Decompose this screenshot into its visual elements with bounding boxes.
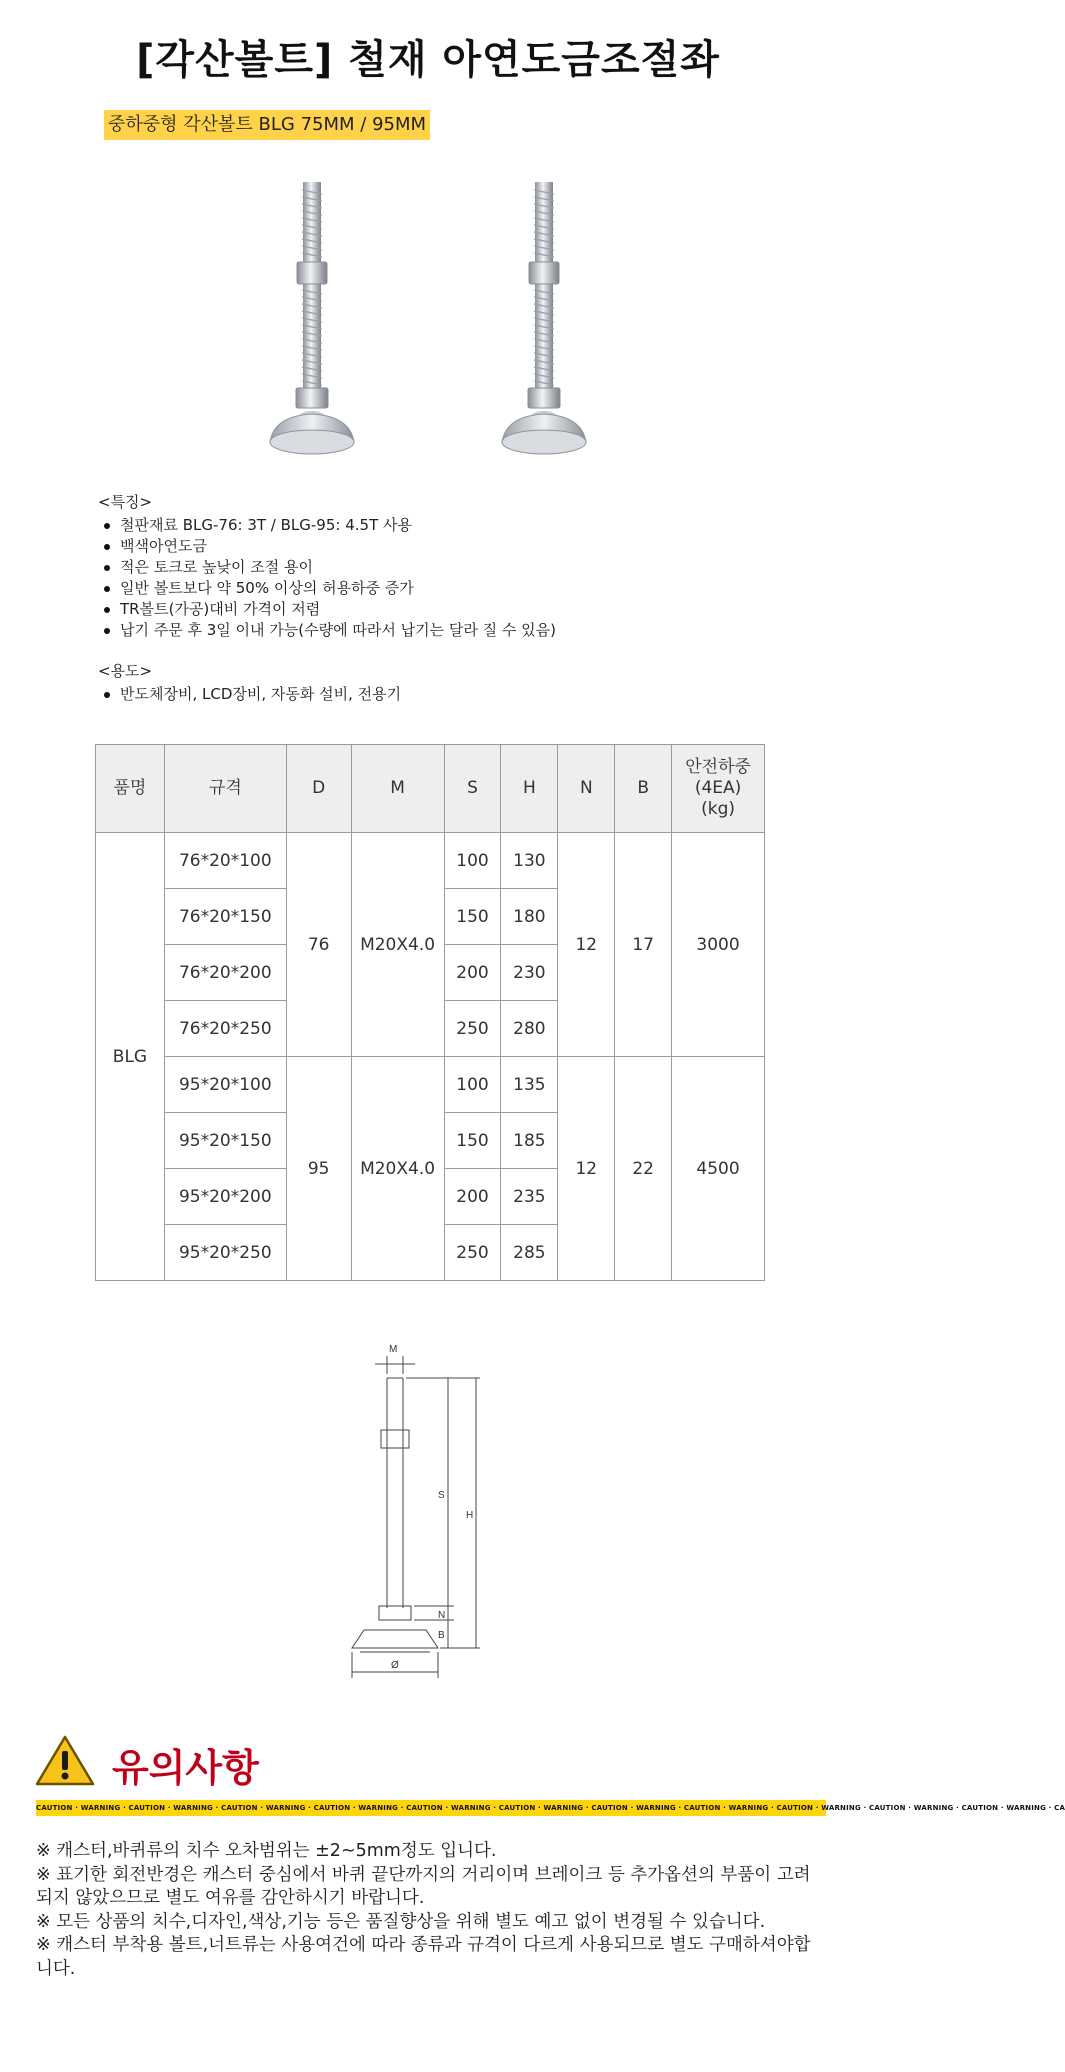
header-product-name: 품명 xyxy=(96,745,165,833)
header-safe-load-line2: (4EA) xyxy=(694,778,742,798)
cell-d: 76 xyxy=(286,833,351,1057)
feature-item: TR볼트(가공)대비 가격이 저렴 xyxy=(98,599,818,620)
leveling-foot-image-right xyxy=(484,170,604,470)
features-section xyxy=(98,492,818,705)
usage-item: 반도체장비, LCD장비, 자동화 설비, 전용기 xyxy=(98,684,818,705)
dim-label-s: S xyxy=(438,1490,445,1501)
spec-table xyxy=(95,744,765,1281)
cell-h: 280 xyxy=(501,1001,558,1057)
header-b: B xyxy=(615,745,672,833)
feature-item: 철판재료 BLG-76: 3T / BLG-95: 4.5T 사용 xyxy=(98,515,818,536)
dimension-diagram xyxy=(330,1338,500,1688)
caution-tape: CAUTION · WARNING · CAUTION · WARNING · CAUTION · WARNING · CAUTION · WARNING · CAUTION · WARNING · CAUTION · WARNING · CAUTION · WARNING · CAUTION · WARNING · CAUTION · WARNING · CAUTION · WARNING · CAUTION · WARNING · CA xyxy=(36,1800,826,1816)
cell-spec: 76*20*250 xyxy=(164,1001,286,1057)
dim-label-b: B xyxy=(438,1630,445,1641)
caution-title: 유의사항 xyxy=(112,1746,259,1790)
header-s: S xyxy=(444,745,501,833)
feature-item: 납기 주문 후 3일 이내 가능(수량에 따라서 납기는 달라 질 수 있음) xyxy=(98,620,818,641)
table-header-row xyxy=(96,745,765,833)
header-m: M xyxy=(351,745,444,833)
cell-h: 185 xyxy=(501,1113,558,1169)
header-safe-load xyxy=(672,745,765,833)
cell-s: 100 xyxy=(444,1057,501,1113)
dim-label-d: Ø xyxy=(391,1660,399,1671)
cell-s: 200 xyxy=(444,945,501,1001)
caution-note: ※ 캐스터 부착용 볼트,너트류는 사용여건에 따라 종류과 규격이 다르게 사용되므로 별도 구매하셔야합니다. xyxy=(36,1935,811,1979)
table-row xyxy=(96,833,765,889)
header-safe-load-line1: 안전하중 xyxy=(685,757,751,777)
header-n: N xyxy=(558,745,615,833)
cell-h: 180 xyxy=(501,889,558,945)
usage-heading: <용도> xyxy=(98,662,153,680)
cell-h: 135 xyxy=(501,1057,558,1113)
cell-spec: 76*20*200 xyxy=(164,945,286,1001)
feature-item: 백색아연도금 xyxy=(98,536,818,557)
caution-notes xyxy=(36,1840,826,1981)
cell-safe-load: 4500 xyxy=(672,1057,765,1281)
dim-label-n: N xyxy=(438,1610,446,1621)
cell-h: 230 xyxy=(501,945,558,1001)
cell-s: 200 xyxy=(444,1169,501,1225)
cell-product-name: BLG xyxy=(96,833,165,1281)
cell-spec: 95*20*250 xyxy=(164,1225,286,1281)
cell-h: 285 xyxy=(501,1225,558,1281)
cell-m: M20X4.0 xyxy=(351,833,444,1057)
feature-item: 적은 토크로 높낮이 조절 용이 xyxy=(98,557,818,578)
header-spec: 규격 xyxy=(164,745,286,833)
features-list xyxy=(98,515,818,641)
cell-safe-load: 3000 xyxy=(672,833,765,1057)
dim-label-m: M xyxy=(389,1344,398,1355)
leveling-foot-image-left xyxy=(252,170,372,470)
usage-list xyxy=(98,684,818,705)
cell-spec: 95*20*150 xyxy=(164,1113,286,1169)
cell-n: 12 xyxy=(558,1057,615,1281)
warning-triangle-icon xyxy=(34,1734,96,1788)
caution-note: ※ 표기한 회전반경은 캐스터 중심에서 바퀴 끝단까지의 거리이며 브레이크 등 추가옵션의 부품이 고려되지 않았으므로 별도 여유를 감안하시기 바랍니다. xyxy=(36,1864,811,1908)
cell-spec: 76*20*100 xyxy=(164,833,286,889)
features-heading: <특징> xyxy=(98,493,153,511)
cell-spec: 76*20*150 xyxy=(164,889,286,945)
cell-s: 150 xyxy=(444,889,501,945)
cell-s: 150 xyxy=(444,1113,501,1169)
cell-spec: 95*20*200 xyxy=(164,1169,286,1225)
cell-b: 22 xyxy=(615,1057,672,1281)
header-safe-load-line3: (kg) xyxy=(701,799,735,819)
page-title: [각산볼트] 철재 아연도금조절좌 xyxy=(136,37,720,83)
cell-s: 250 xyxy=(444,1001,501,1057)
cell-s: 250 xyxy=(444,1225,501,1281)
caution-note: ※ 모든 상품의 치수,디자인,색상,기능 등은 품질향상을 위해 별도 예고 없이 변경될 수 있습니다. xyxy=(36,1911,766,1932)
cell-s: 100 xyxy=(444,833,501,889)
table-row xyxy=(96,1057,765,1113)
cell-n: 12 xyxy=(558,833,615,1057)
caution-note: ※ 캐스터,바퀴류의 치수 오차범위는 ±2~5mm정도 입니다. xyxy=(36,1841,497,1861)
cell-m: M20X4.0 xyxy=(351,1057,444,1281)
cell-h: 130 xyxy=(501,833,558,889)
cell-spec: 95*20*100 xyxy=(164,1057,286,1113)
cell-b: 17 xyxy=(615,833,672,1057)
header-d: D xyxy=(286,745,351,833)
cell-d: 95 xyxy=(286,1057,351,1281)
product-subtitle: 중하중형 각산볼트 BLG 75MM / 95MM xyxy=(104,110,430,140)
feature-item: 일반 볼트보다 약 50% 이상의 허용하중 증가 xyxy=(98,578,818,599)
dim-label-h: H xyxy=(466,1510,474,1521)
header-h: H xyxy=(501,745,558,833)
product-images xyxy=(0,170,856,470)
cell-h: 235 xyxy=(501,1169,558,1225)
